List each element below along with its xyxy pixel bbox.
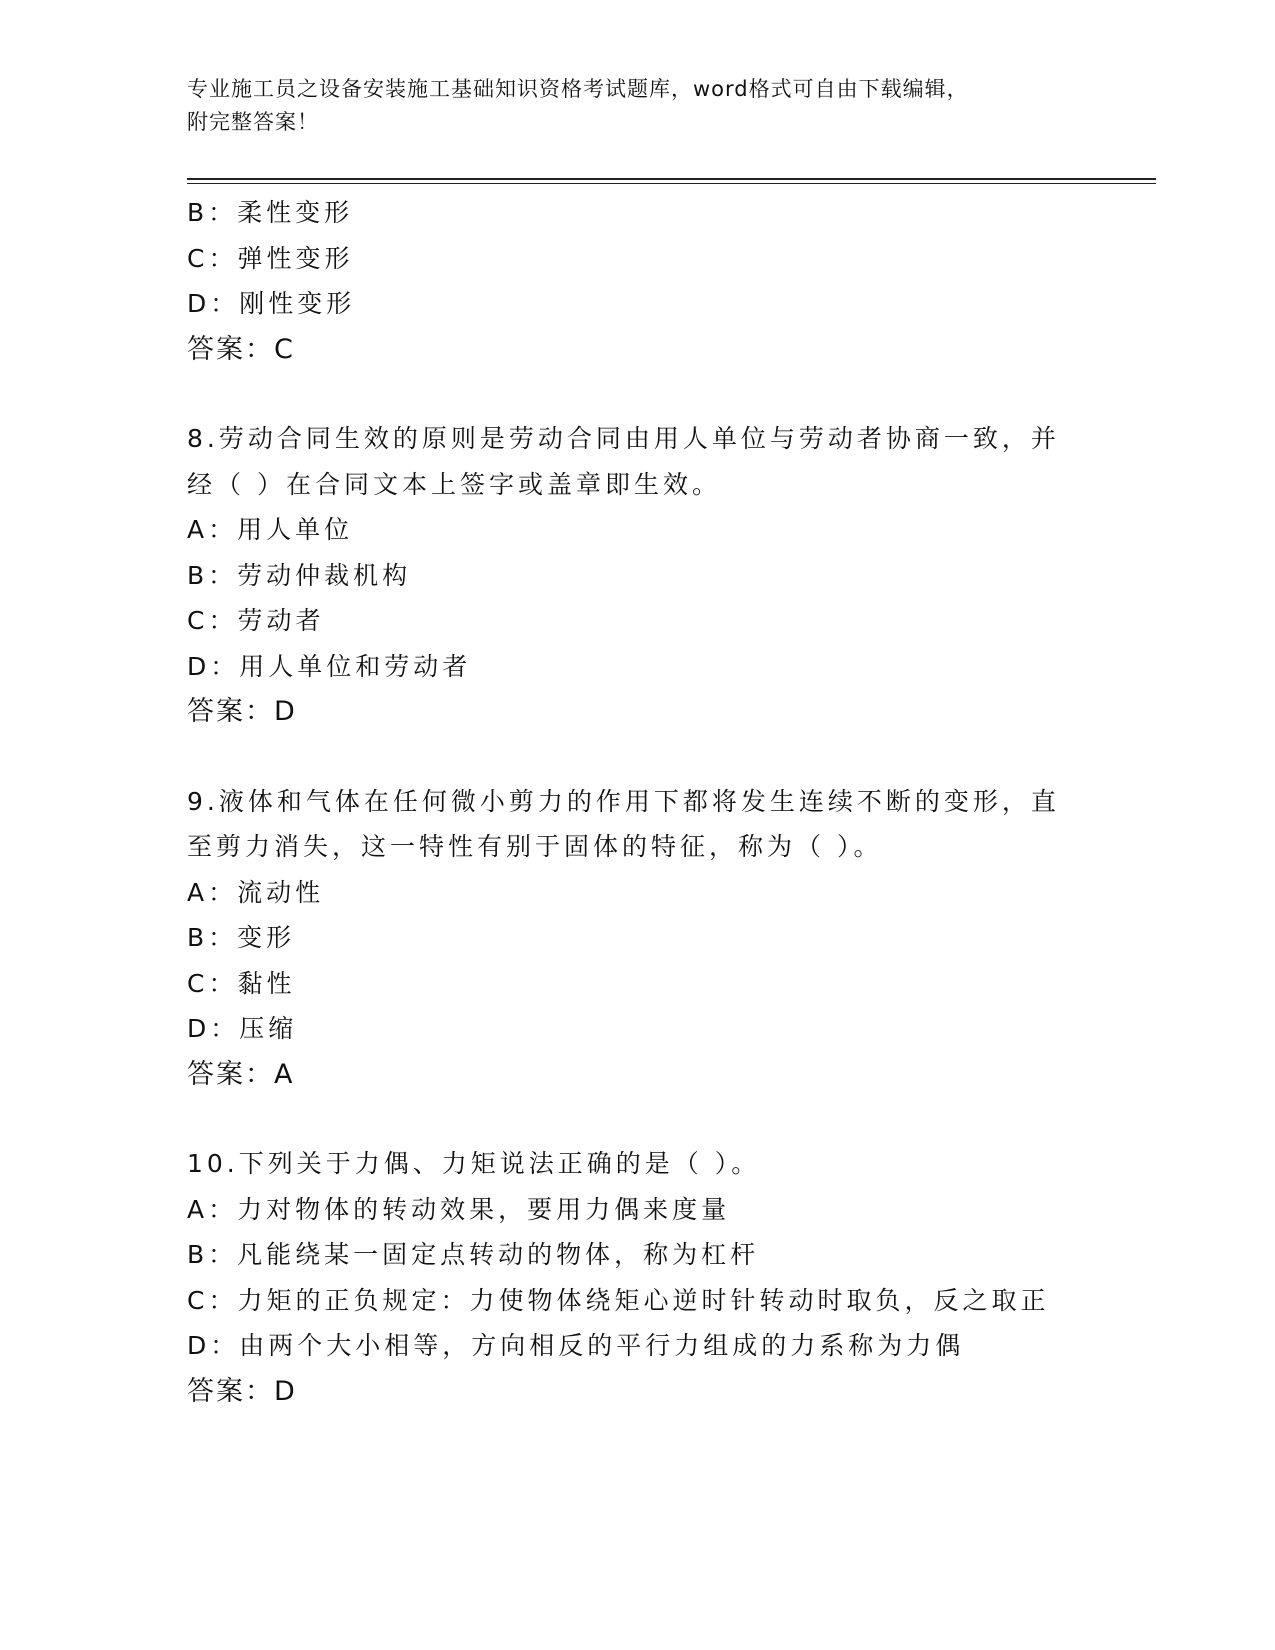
header-line-2: 附完整答案！ <box>187 110 319 134</box>
question-8 <box>187 416 1087 735</box>
option-b: B：柔性变形 <box>187 198 354 227</box>
header-divider-thick <box>187 178 1156 180</box>
question-spacer <box>187 1097 1087 1141</box>
option-d: D：用人单位和劳动者 <box>187 651 472 681</box>
option-a: A：力对物体的转动效果，要用力偶来度量 <box>187 1194 731 1224</box>
question-stem-line-1: 8.劳动合同生效的原则是劳动合同由用人单位与劳动者协商一致，并 <box>187 424 1060 453</box>
option-c: C：力矩的正负规定：力使物体绕矩心逆时针转动时取负，反之取正 <box>187 1285 1050 1315</box>
option-b: B：劳动仲裁机构 <box>187 560 412 590</box>
option-a: A：流动性 <box>187 877 325 907</box>
answer-line: 答案：C <box>187 333 295 365</box>
option-c: C：黏性 <box>187 968 296 998</box>
header-divider-thin <box>187 183 1156 184</box>
question-7 <box>187 190 1087 372</box>
header-line-1: 专业施工员之设备安装施工基础知识资格考试题库，word格式可自由下载编辑， <box>187 77 969 101</box>
option-b: B：变形 <box>187 923 296 952</box>
question-spacer <box>187 372 1087 416</box>
answer-line: 答案：D <box>187 696 297 727</box>
question-spacer <box>187 735 1087 779</box>
option-d: D：刚性变形 <box>187 289 356 318</box>
option-d: D：压缩 <box>187 1014 298 1043</box>
answer-line: 答案：D <box>187 1375 297 1407</box>
question-list <box>187 190 1087 1414</box>
document-header <box>187 73 1067 139</box>
answer-line: 答案：A <box>187 1058 295 1090</box>
question-stem-line-2: 至剪力消失，这一特性有别于固体的特征，称为（ ）。 <box>187 832 883 861</box>
option-c: C：弹性变形 <box>187 243 354 273</box>
option-c: C：劳动者 <box>187 606 325 635</box>
option-b: B：凡能绕某一固定点转动的物体，称为杠杆 <box>187 1240 760 1269</box>
question-10 <box>187 1141 1087 1414</box>
question-9 <box>187 779 1087 1098</box>
option-d: D：由两个大小相等，方向相反的平行力组成的力系称为力偶 <box>187 1331 965 1360</box>
question-stem-line-1: 9.液体和气体在任何微小剪力的作用下都将发生连续不断的变形，直 <box>187 786 1060 816</box>
option-a: A：用人单位 <box>187 515 354 544</box>
question-stem-line-2: 经（ ）在合同文本上签字或盖章即生效。 <box>187 469 721 499</box>
question-stem-line-1: 10.下列关于力偶、力矩说法正确的是（ ）。 <box>187 1149 761 1178</box>
